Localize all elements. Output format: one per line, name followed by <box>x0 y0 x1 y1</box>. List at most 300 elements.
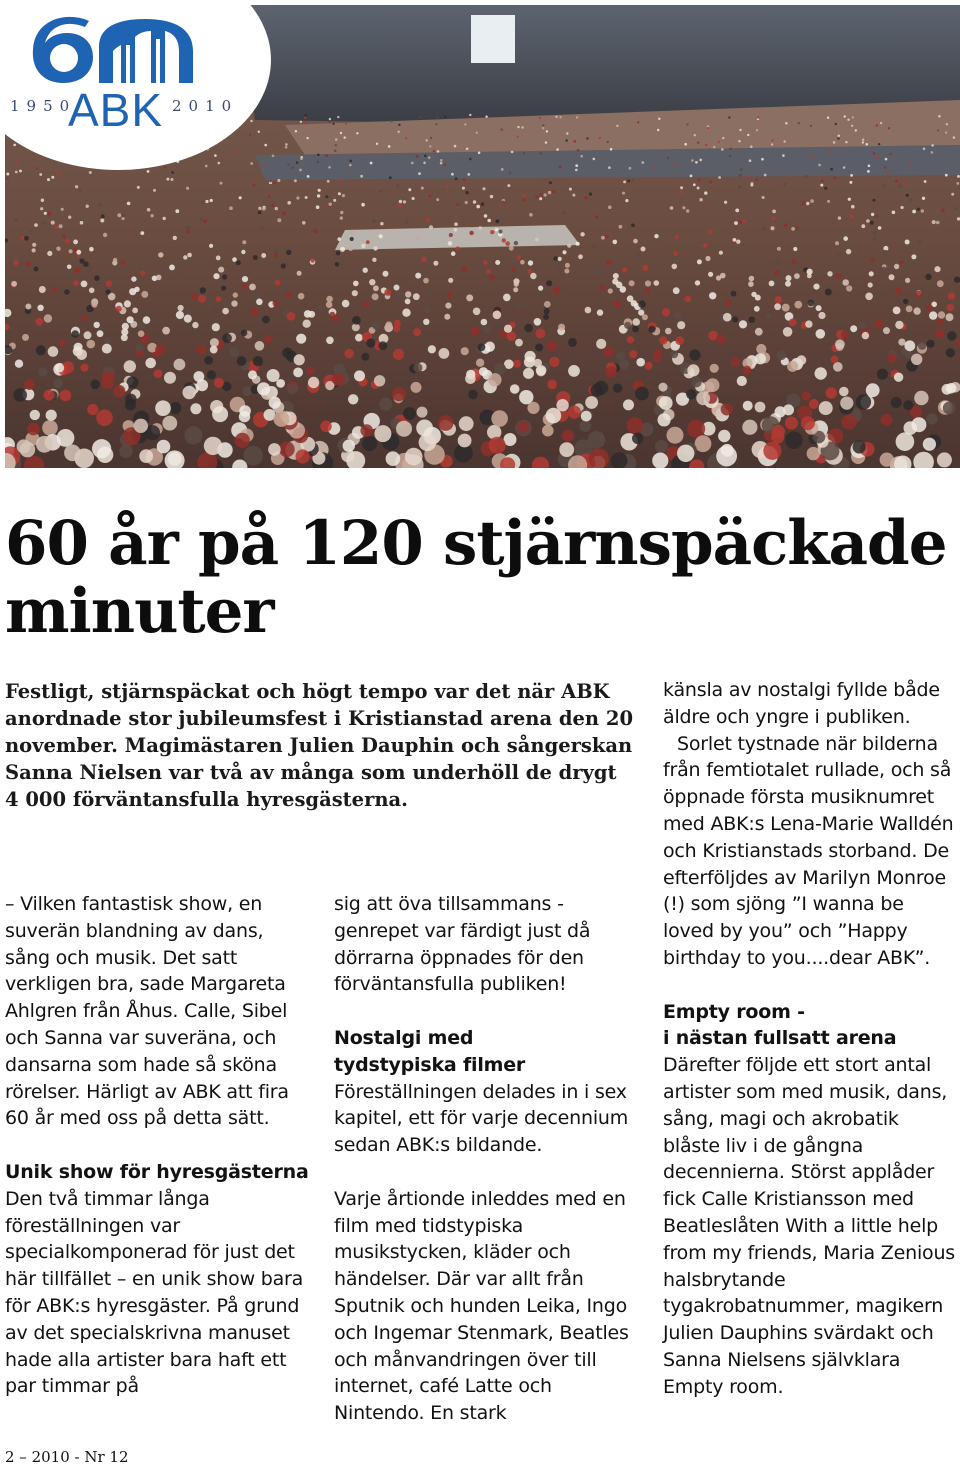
crowd-head <box>22 334 29 341</box>
crowd-head <box>313 229 317 233</box>
crowd-head <box>510 384 520 394</box>
crowd-head <box>783 327 793 337</box>
crowd-head <box>835 241 839 245</box>
crowd-head <box>473 200 476 203</box>
crowd-head <box>121 214 125 218</box>
article-headline: 60 år på 120 stjärnspäckade minuter <box>5 508 947 647</box>
crowd-head <box>878 143 880 145</box>
crowd-head <box>363 301 370 308</box>
crowd-head <box>892 211 896 215</box>
crowd-head <box>546 280 552 286</box>
crowd-head <box>794 301 802 309</box>
crowd-head <box>710 364 719 373</box>
crowd-head <box>157 440 171 454</box>
crowd-head <box>581 411 592 422</box>
crowd-head <box>793 247 797 251</box>
crowd-head <box>140 231 144 235</box>
crowd-head <box>41 199 44 202</box>
crowd-head <box>877 369 888 380</box>
crowd-head <box>607 141 609 143</box>
crowd-head <box>326 296 333 303</box>
crowd-head <box>207 370 216 379</box>
crowd-head <box>438 415 454 431</box>
crowd-head <box>183 386 196 399</box>
crowd-head <box>87 266 93 272</box>
crowd-head <box>162 327 170 335</box>
crowd-head <box>386 451 401 466</box>
crowd-head <box>747 175 750 178</box>
crowd-head <box>210 346 218 354</box>
crowd-head <box>866 383 880 397</box>
crowd-head <box>262 316 270 324</box>
crowd-head <box>718 176 721 179</box>
paragraph-artionde: Varje årtionde inleddes med en film med tidstypiska musikstycken, kläder och händelser. Där var allt från Sputnik och hunden Leika, Ingo och Ingemar Stenmark, Beatles och månvandringen över till internet, café Latte och Nintendo. En stark <box>334 1187 629 1425</box>
crowd-head <box>953 136 955 138</box>
crowd-head <box>30 410 40 420</box>
crowd-head <box>652 453 668 469</box>
crowd-head <box>827 271 832 276</box>
crowd-head <box>748 281 754 287</box>
crowd-head <box>658 118 660 120</box>
crowd-head <box>392 387 406 401</box>
crowd-head <box>484 214 488 218</box>
crowd-head <box>124 360 136 372</box>
crowd-head <box>547 380 557 390</box>
crowd-head <box>277 179 280 182</box>
crowd-head <box>426 139 428 141</box>
crowd-head <box>627 180 630 183</box>
crowd-head <box>946 313 954 321</box>
crowd-head <box>784 140 786 142</box>
crowd-head <box>106 280 112 286</box>
crowd-head <box>242 283 248 289</box>
crowd-head <box>64 289 69 294</box>
crowd-head <box>938 311 945 318</box>
crowd-head <box>139 449 153 463</box>
crowd-head <box>642 161 645 164</box>
crowd-head <box>738 140 740 142</box>
crowd-head <box>761 158 764 161</box>
crowd-head <box>47 178 50 181</box>
crowd-head <box>765 313 771 319</box>
crowd-head <box>304 122 306 124</box>
crowd-head <box>248 370 257 379</box>
crowd-head <box>511 267 516 272</box>
crowd-head <box>316 160 319 163</box>
crowd-head <box>296 161 299 164</box>
logo-abk-text: ABK <box>68 84 164 136</box>
crowd-head <box>203 219 207 223</box>
crowd-head <box>97 330 104 337</box>
column-2 <box>334 891 634 1427</box>
crowd-head <box>785 431 803 449</box>
crowd-head <box>156 275 162 281</box>
crowd-head <box>437 150 440 153</box>
crowd-head <box>782 304 790 312</box>
crowd-head <box>448 241 453 246</box>
crowd-head <box>535 329 545 339</box>
crowd-head <box>716 334 726 344</box>
crowd-head <box>308 377 319 388</box>
crowd-head <box>236 260 241 265</box>
crowd-head <box>34 267 39 272</box>
crowd-head <box>846 285 852 291</box>
crowd-head <box>662 308 670 316</box>
crowd-head <box>670 206 674 210</box>
crowd-head <box>771 139 773 141</box>
subhead-empty-room-line2: i nästan fullsatt arena <box>663 1027 897 1050</box>
crowd-head <box>777 247 781 251</box>
crowd-head <box>403 407 416 420</box>
crowd-head <box>399 200 402 203</box>
crowd-head <box>55 363 64 372</box>
crowd-head <box>155 345 165 355</box>
crowd-head <box>686 389 696 399</box>
crowd-head <box>52 287 58 293</box>
crowd-head <box>436 116 438 118</box>
crowd-head <box>535 344 543 352</box>
crowd-head <box>622 192 625 195</box>
crowd-head <box>880 414 892 426</box>
crowd-head <box>153 189 156 192</box>
crowd-head <box>558 257 562 261</box>
crowd-head <box>556 399 568 411</box>
crowd-head <box>456 203 459 206</box>
crowd-head <box>424 155 427 158</box>
crowd-head <box>736 240 740 244</box>
crowd-head <box>819 401 833 415</box>
crowd-head <box>904 340 915 351</box>
crowd-head <box>65 239 69 243</box>
crowd-head <box>361 203 365 207</box>
crowd-head <box>705 144 708 147</box>
crowd-head <box>269 180 272 183</box>
crowd-head <box>769 281 775 287</box>
crowd-head <box>94 275 100 281</box>
crowd-head <box>340 132 342 134</box>
crowd-head <box>542 124 544 126</box>
crowd-head <box>300 157 303 160</box>
crowd-head <box>385 321 392 328</box>
crowd-head <box>576 116 578 118</box>
crowd-head <box>166 178 169 181</box>
crowd-head <box>865 293 873 301</box>
crowd-head <box>35 318 43 326</box>
crowd-head <box>597 309 603 315</box>
crowd-head <box>495 260 500 265</box>
crowd-head <box>616 351 625 360</box>
crowd-head <box>186 230 190 234</box>
crowd-head <box>304 117 306 119</box>
crowd-head <box>846 249 851 254</box>
crowd-head <box>870 258 874 262</box>
crowd-head <box>564 269 569 274</box>
crowd-head <box>19 170 22 173</box>
paragraph-artister: Därefter följde ett stort antal artister som med musik, dans, sång, magi och akrobatik blåste liv i de gångna decennierna. Störst applåder fick Calle Kristiansson med Beatleslåten With a little help from my friends, Maria Zenious halsbrytande tygakrobatnummer, magikern Julien Dauphins svärdakt och Sanna Nielsens självklara Empty room. <box>663 1054 955 1398</box>
crowd-head <box>302 221 306 225</box>
crowd-head <box>268 195 271 198</box>
crowd-head <box>794 273 800 279</box>
crowd-head <box>816 305 822 311</box>
crowd-head <box>545 141 547 143</box>
crowd-head <box>917 240 921 244</box>
crowd-head <box>827 117 829 119</box>
crowd-head <box>937 452 952 467</box>
crowd-head <box>619 360 629 370</box>
crowd-head <box>957 175 960 178</box>
crowd-head <box>24 236 29 241</box>
crowd-head <box>884 166 887 169</box>
crowd-head <box>122 323 129 330</box>
crowd-head <box>183 255 187 259</box>
crowd-head <box>282 212 286 216</box>
crowd-head <box>889 153 892 156</box>
crowd-head <box>428 345 436 353</box>
crowd-head <box>931 151 934 154</box>
crowd-head <box>405 448 423 466</box>
crowd-head <box>585 396 598 409</box>
crowd-head <box>705 256 710 261</box>
crowd-head <box>503 294 511 302</box>
crowd-head <box>743 401 753 411</box>
crowd-head <box>610 148 613 151</box>
crowd-head <box>807 300 814 307</box>
crowd-head <box>645 362 653 370</box>
crowd-head <box>67 265 72 270</box>
crowd-head <box>943 402 956 415</box>
crowd-head <box>98 280 103 285</box>
crowd-head <box>253 255 258 260</box>
crowd-head <box>121 260 126 265</box>
subhead-empty-room-line1: Empty room - <box>663 1000 805 1023</box>
crowd-head <box>171 171 174 174</box>
crowd-head <box>595 215 599 219</box>
crowd-head <box>428 195 431 198</box>
crowd-head <box>220 182 223 185</box>
crowd-head <box>489 437 506 454</box>
crowd-head <box>222 274 227 279</box>
crowd-head <box>599 137 601 139</box>
crowd-head <box>579 420 591 432</box>
crowd-head <box>888 127 890 129</box>
crowd-head <box>898 339 905 346</box>
crowd-head <box>619 225 623 229</box>
crowd-head <box>674 311 682 319</box>
crowd-head <box>722 137 724 139</box>
crowd-head <box>303 320 311 328</box>
crowd-head <box>205 165 208 168</box>
crowd-head <box>162 416 177 431</box>
crowd-head <box>489 275 495 281</box>
crowd-head <box>896 432 915 451</box>
crowd-head <box>42 420 58 436</box>
crowd-head <box>306 367 314 375</box>
crowd-head <box>262 207 266 211</box>
crowd-head <box>125 399 136 410</box>
crowd-head <box>370 162 373 165</box>
crowd-head <box>749 276 755 282</box>
crowd-head <box>544 193 547 196</box>
crowd-head <box>212 323 220 331</box>
crowd-head <box>850 215 854 219</box>
crowd-head <box>887 171 890 174</box>
crowd-head <box>616 282 623 289</box>
crowd-head <box>580 155 583 158</box>
crowd-head <box>858 321 866 329</box>
crowd-head <box>444 116 446 118</box>
crowd-head <box>329 118 331 120</box>
crowd-head <box>608 288 613 293</box>
crowd-head <box>398 204 402 208</box>
crowd-head <box>287 312 296 321</box>
crowd-head <box>490 195 493 198</box>
crowd-head <box>895 180 898 183</box>
crowd-head <box>186 226 190 230</box>
crowd-head <box>924 180 927 183</box>
crowd-head <box>813 284 819 290</box>
crowd-head <box>105 289 110 294</box>
crowd-head <box>704 191 707 194</box>
crowd-head <box>743 219 747 223</box>
crowd-head <box>354 370 365 381</box>
crowd-head <box>325 195 328 198</box>
crowd-head <box>158 252 163 257</box>
crowd-head <box>389 176 392 179</box>
crowd-head <box>56 172 59 175</box>
crowd-head <box>923 438 936 451</box>
crowd-head <box>286 250 291 255</box>
crowd-head <box>396 184 399 187</box>
crowd-head <box>731 357 741 367</box>
crowd-head <box>216 296 222 302</box>
crowd-head <box>59 224 63 228</box>
crowd-head <box>415 273 421 279</box>
crowd-head <box>363 268 368 273</box>
crowd-head <box>249 284 256 291</box>
crowd-head <box>815 367 827 379</box>
crowd-head <box>689 349 700 360</box>
crowd-head <box>616 125 618 127</box>
crowd-head <box>528 260 533 265</box>
crowd-head <box>64 445 81 462</box>
crowd-head <box>260 227 264 231</box>
crowd-head <box>349 160 352 163</box>
crowd-head <box>403 200 406 203</box>
crowd-head <box>374 425 391 442</box>
crowd-head <box>283 285 288 290</box>
crowd-head <box>807 269 813 275</box>
crowd-head <box>843 236 848 241</box>
crowd-head <box>334 150 337 153</box>
crowd-head <box>15 171 18 174</box>
crowd-head <box>945 174 948 177</box>
crowd-head <box>837 137 839 139</box>
crowd-head <box>73 248 77 252</box>
crowd-head <box>613 273 619 279</box>
crowd-head <box>697 187 700 190</box>
crowd-head <box>659 336 667 344</box>
crowd-head <box>340 211 343 214</box>
crowd-head <box>81 281 88 288</box>
crowd-head <box>338 192 341 195</box>
crowd-head <box>222 333 232 343</box>
crowd-head <box>481 319 488 326</box>
crowd-head <box>424 306 431 313</box>
crowd-head <box>241 250 245 254</box>
crowd-head <box>584 196 587 199</box>
crowd-head <box>445 303 451 309</box>
crowd-head <box>310 258 314 262</box>
crowd-head <box>926 413 937 424</box>
crowd-head <box>719 251 723 255</box>
crowd-head <box>542 127 544 129</box>
crowd-head <box>842 414 857 429</box>
crowd-head <box>553 256 558 261</box>
crowd-head <box>740 168 743 171</box>
crowd-head <box>568 365 580 377</box>
crowd-head <box>60 390 72 402</box>
crowd-head <box>833 141 836 144</box>
crowd-head <box>398 124 400 126</box>
crowd-head <box>667 427 684 444</box>
crowd-head <box>811 156 814 159</box>
crowd-head <box>53 378 63 388</box>
crowd-head <box>657 129 659 131</box>
crowd-head <box>435 123 437 125</box>
crowd-head <box>164 166 167 169</box>
crowd-head <box>635 387 649 401</box>
crowd-head <box>511 151 514 154</box>
crowd-head <box>326 337 334 345</box>
crowd-head <box>186 309 192 315</box>
crowd-head <box>625 199 628 202</box>
crowd-head <box>843 166 846 169</box>
crowd-head <box>706 378 720 392</box>
crowd-head <box>840 397 853 410</box>
crowd-head <box>842 279 849 286</box>
crowd-head <box>425 289 432 296</box>
crowd-head <box>613 240 618 245</box>
crowd-head <box>552 190 555 193</box>
crowd-head <box>421 187 424 190</box>
crowd-head <box>922 197 925 200</box>
crowd-head <box>577 149 580 152</box>
crowd-head <box>697 178 700 181</box>
crowd-head <box>242 240 246 244</box>
crowd-head <box>878 226 882 230</box>
crowd-head <box>317 154 320 157</box>
crowd-head <box>810 125 812 127</box>
crowd-head <box>576 242 580 246</box>
crowd-head <box>458 434 472 448</box>
crowd-head <box>748 316 755 323</box>
crowd-head <box>80 221 84 225</box>
crowd-head <box>868 165 871 168</box>
crowd-head <box>232 257 237 262</box>
crowd-head <box>47 251 52 256</box>
crowd-head <box>344 136 346 138</box>
paragraph-genrepet: sig att öva tillsammans - genrepet var färdigt just då dörrarna öppnades för den förväntansfulla publiken! <box>334 893 591 996</box>
crowd-head <box>48 346 59 357</box>
crowd-head <box>721 403 733 415</box>
crowd-head <box>867 170 870 173</box>
crowd-head <box>335 144 337 146</box>
crowd-head <box>36 167 39 170</box>
crowd-head <box>716 446 737 467</box>
crowd-head <box>855 129 857 131</box>
crowd-head <box>756 129 758 131</box>
crowd-head <box>176 272 182 278</box>
